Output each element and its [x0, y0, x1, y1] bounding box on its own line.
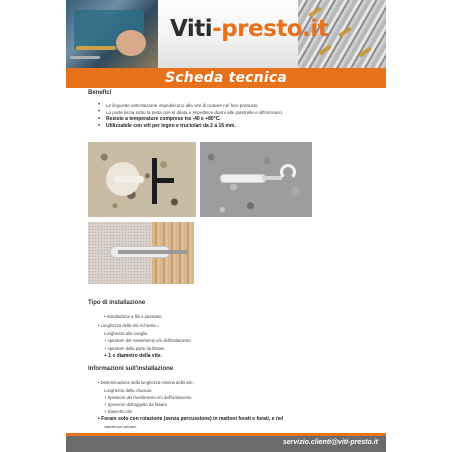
header-banner [66, 0, 386, 68]
installation-info-line: + Spessore del rivestimento e/o dell'isolamento [104, 395, 192, 400]
screwdriver-image [76, 46, 116, 50]
installation-type-heading: Tipo di installazione [88, 300, 146, 306]
l-hook-arm-shape [152, 178, 174, 183]
installation-info-line: calcestruzzo cellulare. [104, 425, 138, 429]
benefit-item: • Le linguette antirotazione impediscono alla vite di ruotare nel foro praticato. [98, 102, 283, 109]
installation-info-line: Lunghezza della chiusura [104, 388, 152, 393]
anchor-in-gravel-image [200, 142, 312, 217]
benefit-item: • La parte liscia sotto la testa non si dilata e impedisce danni alle piastrelle e all'intonaco. [98, 109, 283, 116]
installation-info-line: • Determinazione della lunghezza minima della vite: [98, 380, 194, 385]
installation-type-line: • Installazione a filo e passante [104, 314, 162, 319]
gold-screw-image [318, 44, 332, 55]
benefits-list [98, 102, 283, 130]
logo-main-text: Viti [170, 16, 213, 42]
ring-hook-shape [280, 164, 296, 180]
pliers-image [70, 56, 100, 59]
installation-type-line: Lunghezza alla caviglia [104, 331, 148, 336]
benefit-item: • Utilizzabile con viti per legno e truciolari da 2 a 16 mm. [98, 123, 283, 130]
installation-type-line: + 1 x diametro della vite. [104, 353, 162, 359]
anchor-through-wood-image [88, 222, 194, 284]
contact-email-link[interactable]: servizio.clienti@viti-presto.it [282, 439, 378, 446]
installation-type-line: • Lunghezza della vite richiesta = [98, 323, 160, 328]
hand-image [116, 30, 146, 56]
title-bar [66, 68, 386, 88]
gold-screw-image [358, 46, 372, 57]
brand-logo[interactable] [170, 16, 328, 42]
installation-info-heading: Informazioni sull'installazione [88, 366, 174, 372]
installation-type-line: + spessore del rivestimento e/o dell'isolamento [104, 338, 191, 343]
benefits-heading: Benefici [88, 90, 112, 96]
installation-type-line: + spessore della parte da fissare [104, 346, 165, 351]
installation-info-line: + Diametro vite [104, 409, 133, 414]
logo-accent-text: -presto.it [212, 16, 329, 42]
installation-info-line: + Spessore dell'oggetto da fissare [104, 402, 168, 407]
wall-plug-shape [114, 176, 144, 183]
tools-photo [66, 0, 158, 68]
wall-plug-shape [220, 174, 266, 183]
gold-screw-image [338, 26, 352, 37]
installation-info-line: • Forare solo con rotazione (senza percussione) in mattoni forati e forati, e nel [98, 416, 284, 422]
footer-bar [66, 436, 386, 452]
benefit-item: • Resiste a temperature comprese tra -40 e +80°C. [98, 116, 283, 123]
page-title: Scheda tecnica [165, 70, 287, 86]
anchor-in-concrete-image [88, 142, 196, 217]
screw-shape [118, 250, 188, 254]
hook-shaft-shape [262, 176, 282, 180]
